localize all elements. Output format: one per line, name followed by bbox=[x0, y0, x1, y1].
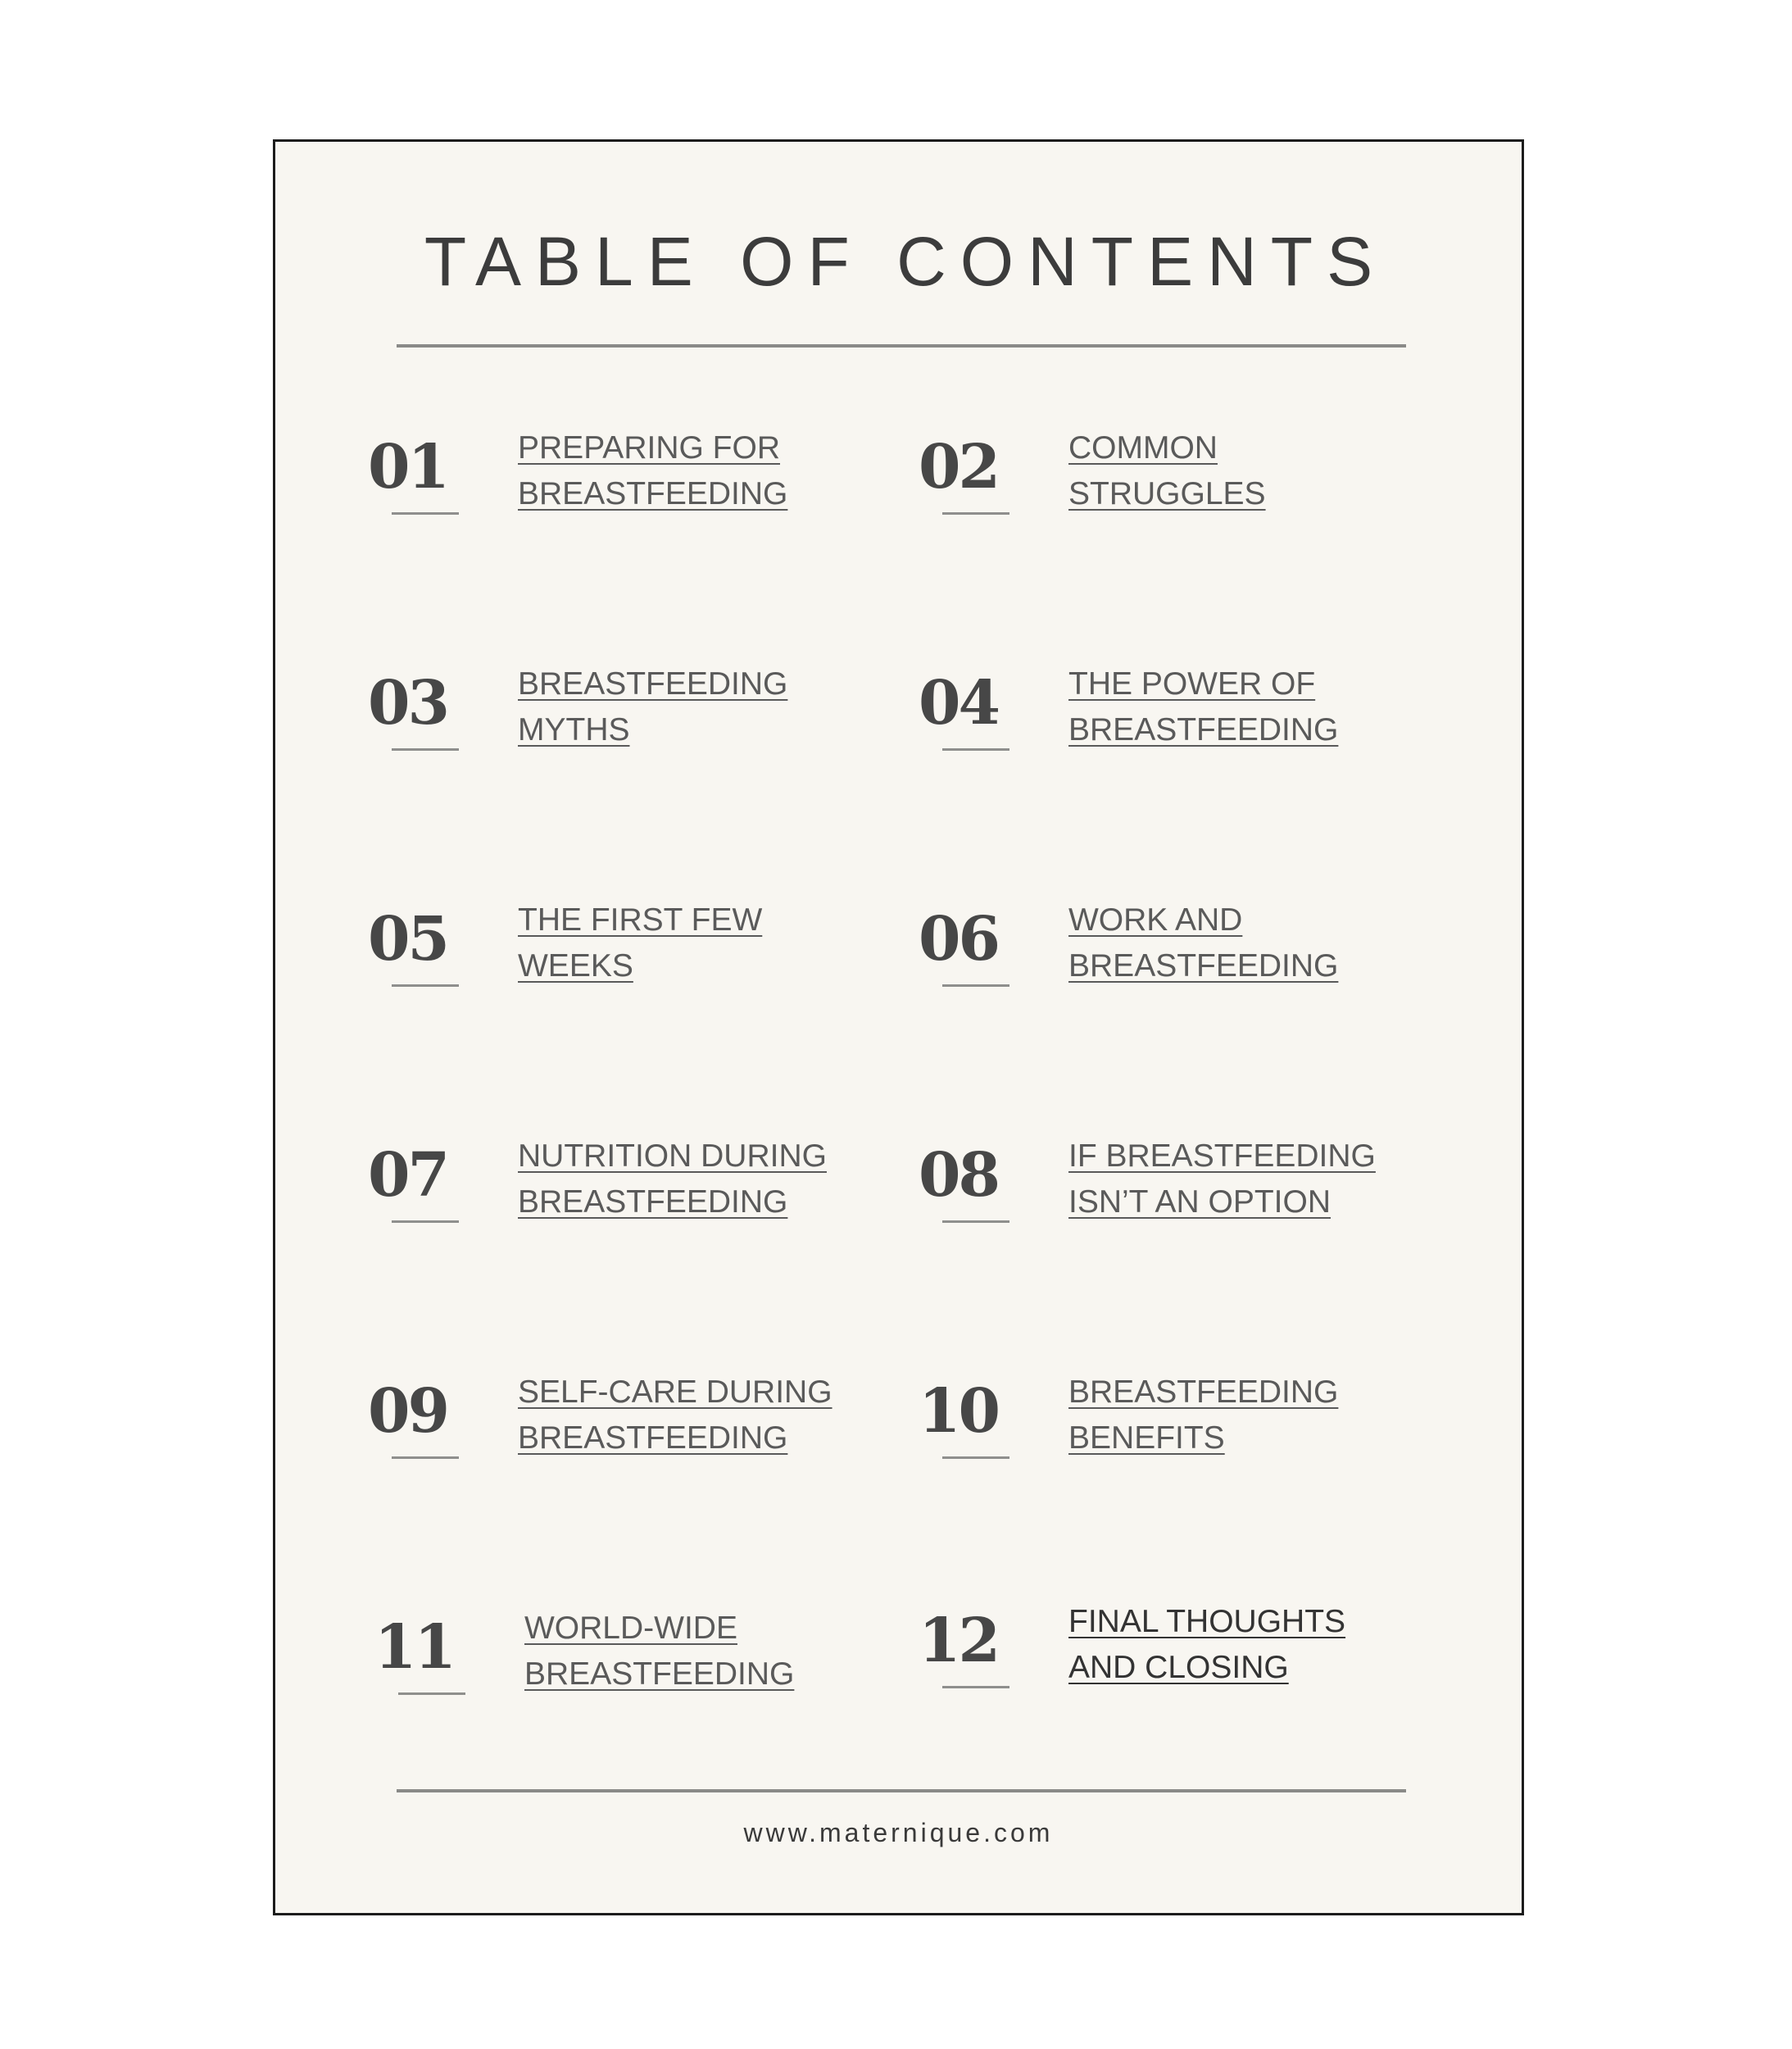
entry-label-line2: BREASTFEEDING bbox=[1068, 948, 1339, 984]
entry-label-line2: BREASTFEEDING bbox=[524, 1656, 795, 1692]
entry-number: 04 bbox=[919, 668, 998, 738]
entry-label-line2: STRUGGLES bbox=[1068, 476, 1266, 511]
number-underline bbox=[942, 1456, 1009, 1459]
entry-link[interactable] bbox=[518, 661, 787, 753]
entry-link[interactable] bbox=[1068, 661, 1338, 753]
entry-label-line1: PREPARING FOR bbox=[518, 430, 780, 466]
page-title: TABLE OF CONTENTS bbox=[424, 223, 1387, 300]
entry-label-line2: AND CLOSING bbox=[1068, 1650, 1289, 1685]
top-divider bbox=[397, 344, 1406, 348]
number-underline bbox=[392, 512, 459, 515]
entry-number: 09 bbox=[368, 1376, 447, 1447]
number-underline bbox=[942, 984, 1009, 987]
entry-number: 07 bbox=[368, 1140, 447, 1211]
number-underline bbox=[392, 984, 459, 987]
entry-number: 08 bbox=[919, 1140, 998, 1211]
entry-number: 01 bbox=[368, 432, 447, 502]
number-underline bbox=[942, 748, 1009, 751]
number-underline bbox=[392, 748, 459, 751]
number-underline bbox=[392, 1220, 459, 1223]
entry-label-line1: NUTRITION DURING bbox=[518, 1138, 827, 1174]
number-underline bbox=[942, 512, 1009, 515]
entry-link[interactable] bbox=[1068, 1134, 1376, 1225]
entry-label-line1: THE POWER OF bbox=[1068, 666, 1316, 702]
entry-label-line1: SELF-CARE DURING bbox=[518, 1374, 832, 1410]
entry-label-line1: FINAL THOUGHTS bbox=[1068, 1604, 1346, 1639]
entry-link[interactable] bbox=[1068, 425, 1266, 517]
entry-label-line1: WORK AND bbox=[1068, 902, 1243, 938]
entry-link[interactable] bbox=[1068, 897, 1338, 989]
entry-label-line2: BREASTFEEDING bbox=[518, 1420, 788, 1456]
entry-link[interactable] bbox=[518, 1370, 832, 1461]
entry-link[interactable] bbox=[524, 1606, 794, 1697]
entry-number: 06 bbox=[919, 904, 998, 975]
entry-number: 02 bbox=[919, 432, 998, 502]
entry-label-line1: IF BREASTFEEDING bbox=[1068, 1138, 1376, 1174]
number-underline bbox=[398, 1692, 465, 1695]
entry-label-line2: BREASTFEEDING bbox=[518, 1184, 788, 1220]
footer-url[interactable]: www.maternique.com bbox=[743, 1818, 1054, 1847]
entry-label-line2: BREASTFEEDING bbox=[1068, 712, 1339, 747]
entry-number: 03 bbox=[368, 668, 447, 738]
entry-number: 12 bbox=[919, 1606, 998, 1676]
entry-label-line2: WEEKS bbox=[518, 948, 633, 984]
entry-link[interactable] bbox=[1068, 1370, 1338, 1461]
bottom-divider bbox=[397, 1789, 1406, 1792]
entry-label-line2: ISN’T AN OPTION bbox=[1068, 1184, 1331, 1220]
entry-link[interactable] bbox=[518, 897, 762, 989]
entry-link[interactable] bbox=[518, 1134, 827, 1225]
entry-label-line2: BREASTFEEDING bbox=[518, 476, 788, 511]
entry-label-line1: THE FIRST FEW bbox=[518, 902, 763, 938]
entry-link[interactable] bbox=[518, 425, 787, 517]
entry-label-line1: COMMON bbox=[1068, 430, 1218, 466]
entry-label-line1: WORLD-WIDE bbox=[524, 1611, 737, 1646]
number-underline bbox=[942, 1686, 1009, 1688]
entry-label-line2: BENEFITS bbox=[1068, 1420, 1225, 1456]
entry-label-line2: MYTHS bbox=[518, 712, 630, 747]
toc-page bbox=[273, 139, 1524, 1915]
entry-number: 10 bbox=[919, 1376, 998, 1447]
entry-number: 11 bbox=[374, 1612, 454, 1683]
number-underline bbox=[942, 1220, 1009, 1223]
number-underline bbox=[392, 1456, 459, 1459]
entry-label-line1: BREASTFEEDING bbox=[1068, 1374, 1339, 1410]
entry-label-line1: BREASTFEEDING bbox=[518, 666, 788, 702]
entry-number: 05 bbox=[368, 904, 447, 975]
entry-link[interactable] bbox=[1068, 1599, 1345, 1691]
